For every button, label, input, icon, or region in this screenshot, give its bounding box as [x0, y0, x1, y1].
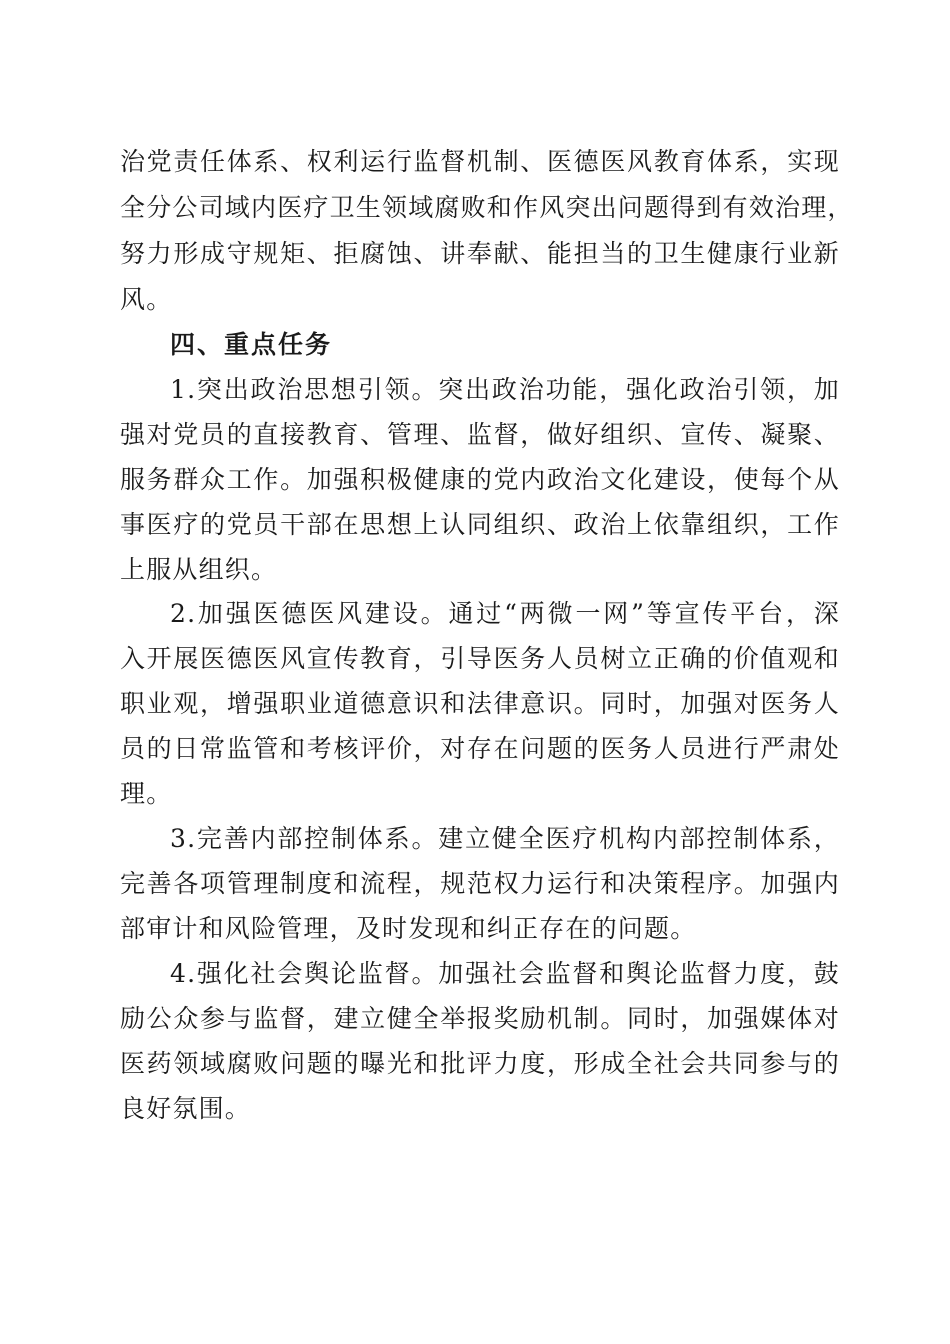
body-text-line: 努力形成守规矩、拒腐蚀、讲奉献、能担当的卫生健康行业新: [120, 239, 840, 268]
task-2-line: 入开展医德医风宣传教育，引导医务人员树立正确的价值观和: [120, 644, 840, 673]
task-1-line: 服务群众工作。加强积极健康的党内政治文化建设，使每个从: [120, 465, 840, 494]
task-2-line: 理。: [120, 779, 173, 808]
body-text-line: 风。: [120, 285, 173, 314]
body-text-line: 全分公司域内医疗卫生领域腐败和作风突出问题得到有效治理，: [120, 193, 854, 222]
task-4-line: 医药领域腐败问题的曝光和批评力度，形成全社会共同参与的: [120, 1049, 840, 1078]
task-1-line: 事医疗的党员干部在思想上认同组织、政治上依靠组织，工作: [120, 510, 840, 539]
section-heading: 四、重点任务: [170, 330, 333, 359]
task-2-line: 职业观，增强职业道德意识和法律意识。同时，加强对医务人: [120, 689, 840, 718]
task-2-line: 员的日常监管和考核评价，对存在问题的医务人员进行严肃处: [120, 734, 840, 763]
task-4-line: 励公众参与监督，建立健全举报奖励机制。同时，加强媒体对: [120, 1004, 840, 1033]
task-1-line: 上服从组织。: [120, 555, 278, 584]
task-4-line: 良好氛围。: [120, 1094, 252, 1123]
task-2-line: 2.加强医德医风建设。通过“两微一网”等宣传平台，深: [170, 599, 840, 628]
task-4-line: 4.强化社会舆论监督。加强社会监督和舆论监督力度，鼓: [170, 959, 840, 988]
task-3-line: 部审计和风险管理，及时发现和纠正存在的问题。: [120, 914, 697, 943]
task-3-line: 完善各项管理制度和流程，规范权力运行和决策程序。加强内: [120, 869, 840, 898]
task-1-line: 1.突出政治思想引领。突出政治功能，强化政治引领，加: [170, 375, 840, 404]
task-1-line: 强对党员的直接教育、管理、监督，做好组织、宣传、凝聚、: [120, 420, 840, 449]
body-text-line: 治党责任体系、权利运行监督机制、医德医风教育体系，实现: [120, 147, 840, 176]
task-3-line: 3.完善内部控制体系。建立健全医疗机构内部控制体系，: [170, 824, 840, 853]
